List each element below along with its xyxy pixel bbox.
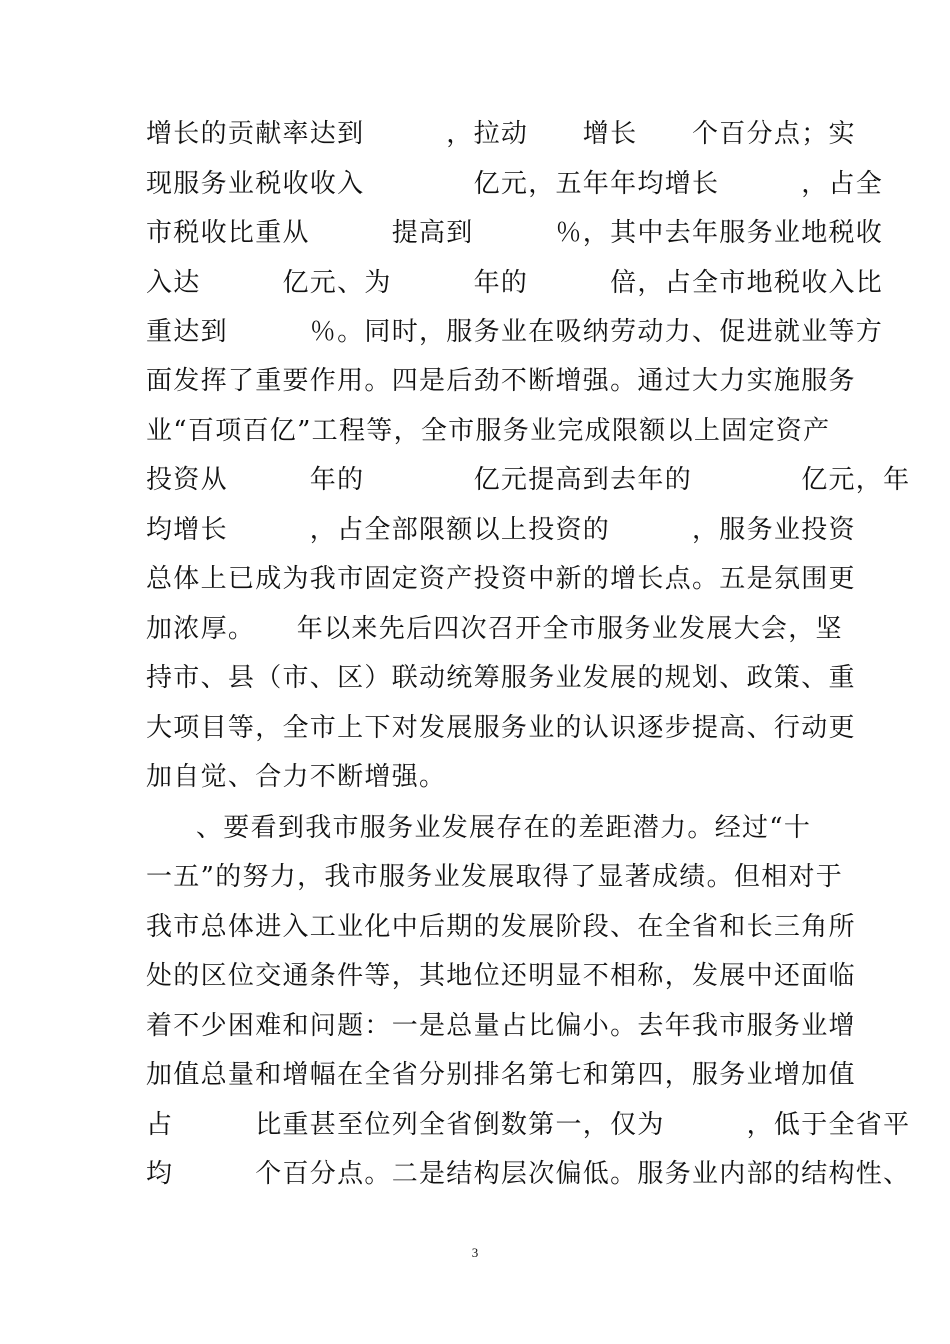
- text-line: 面发挥了重要作用。四是后劲不断增强。通过大力实施服务: [146, 366, 856, 396]
- text-line: 投资从 年的 亿元提高到去年的 亿元，年: [146, 465, 911, 495]
- text-line: 一五”的努力，我市服务业发展取得了显著成绩。但相对于: [146, 862, 844, 892]
- text-line: 处的区位交通条件等，其地位还明显不相称，发展中还面临: [146, 961, 856, 991]
- text-line: 加自觉、合力不断增强。: [146, 762, 447, 792]
- text-line: 我市总体进入工业化中后期的发展阶段、在全省和长三角所: [146, 912, 856, 942]
- text-line: 增长的贡献率达到 ，拉动 增长 个百分点；实: [146, 119, 856, 149]
- text-line: 重达到 ％。同时，服务业在吸纳劳动力、促进就业等方: [146, 317, 884, 347]
- text-line: 持市、县（市、区）联动统筹服务业发展的规划、政策、重: [146, 663, 856, 693]
- text-line: 大项目等，全市上下对发展服务业的认识逐步提高、行动更: [146, 713, 856, 743]
- text-line: 总体上已成为我市固定资产投资中新的增长点。五是氛围更: [146, 564, 856, 594]
- text-line: 均增长 ，占全部限额以上投资的 ，服务业投资: [146, 515, 856, 545]
- text-line: 均 个百分点。二是结构层次偏低。服务业内部的结构性、: [146, 1159, 911, 1189]
- text-line: 现服务业税收收入 亿元，五年年均增长 ，占全: [146, 169, 884, 199]
- text-line: 市税收比重从 提高到 ％，其中去年服务业地税收: [146, 218, 884, 248]
- text-line: 入达 亿元、为 年的 倍，占全市地税收入比: [146, 268, 884, 298]
- paragraph-heading-line: 、要看到我市服务业发展存在的差距潜力。经过“十: [196, 813, 812, 843]
- text-line: 加值总量和增幅在全省分别排名第七和第四，服务业增加值: [146, 1060, 856, 1090]
- text-line: 业“百项百亿”工程等，全市服务业完成限额以上固定资产: [146, 416, 831, 446]
- page-number: 3: [471, 1245, 479, 1260]
- text-line: 加浓厚。 年以来先后四次召开全市服务业发展大会，坚: [146, 614, 843, 644]
- text-line: 着不少困难和问题：一是总量占比偏小。去年我市服务业增: [146, 1011, 856, 1041]
- text-line: 占 比重甚至位列全省倒数第一，仅为 ，低于全省平: [146, 1110, 911, 1140]
